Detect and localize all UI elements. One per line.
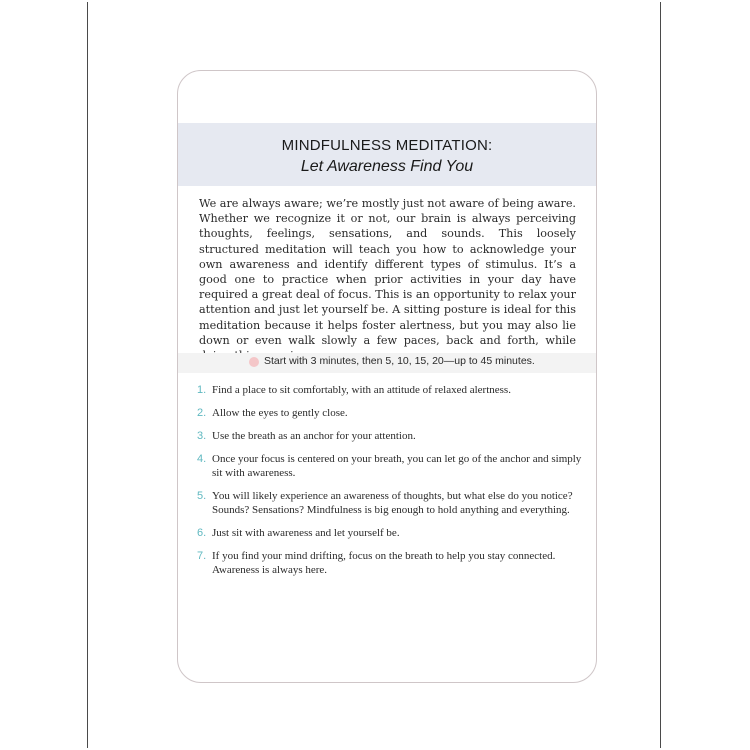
title-band [178,123,596,186]
time-note: Start with 3 minutes, then 5, 10, 15, 20—up to 45 minutes. [264,355,535,367]
step-item [197,452,582,480]
step-text: You will likely experience an awareness of thoughts, but what else do you notice? Sounds? Sensations? Mindfulness is big enough to hold anything and everything. [212,490,573,516]
step-number: 4. [197,453,207,465]
step-number: 1. [197,384,207,396]
step-item [197,489,582,517]
step-item [197,406,582,420]
step-number: 6. [197,527,207,539]
step-item [197,383,582,397]
meditation-card [177,70,597,683]
step-text: If you find your mind drifting, focus on the breath to help you stay connected. Awareness is always here. [212,550,556,576]
step-item [197,429,582,443]
step-text: Find a place to sit comfortably, with an attitude of relaxed alertness. [212,384,511,396]
step-number: 2. [197,407,207,419]
step-item [197,526,582,540]
card-title: MINDFULNESS MEDITATION: [281,137,493,154]
time-dot-icon [249,357,259,367]
card-subtitle: Let Awareness Find You [300,158,474,175]
steps-list [197,383,582,586]
step-number: 3. [197,430,207,442]
intro-paragraph: We are always aware; we’re mostly just not aware of being aware. Whether we recognize it or not, our brain is always perceiving thoughts, feelings, sensations, and sounds. This loosely structured meditation will teach you how to acknowledge your own awareness and identify different types of stimulus. It’s a good one to practice when prior activities in your day have required a great deal of focus. This is an opportunity to relax your attention and just let yourself be. A sitting posture is ideal for this meditation because it helps foster alertness, but you may also lie down or even walk slowly a few paces, back and forth, while [199,197,576,347]
step-number: 7. [197,550,207,562]
step-text: Use the breath as an anchor for your attention. [212,430,416,442]
step-text: Allow the eyes to gently close. [212,407,348,419]
step-text: Once your focus is centered on your breath, you can let go of the anchor and simply sit with awareness. [212,453,582,479]
step-number: 5. [197,490,207,502]
step-item [197,549,582,577]
step-text: Just sit with awareness and let yourself be. [212,527,400,539]
